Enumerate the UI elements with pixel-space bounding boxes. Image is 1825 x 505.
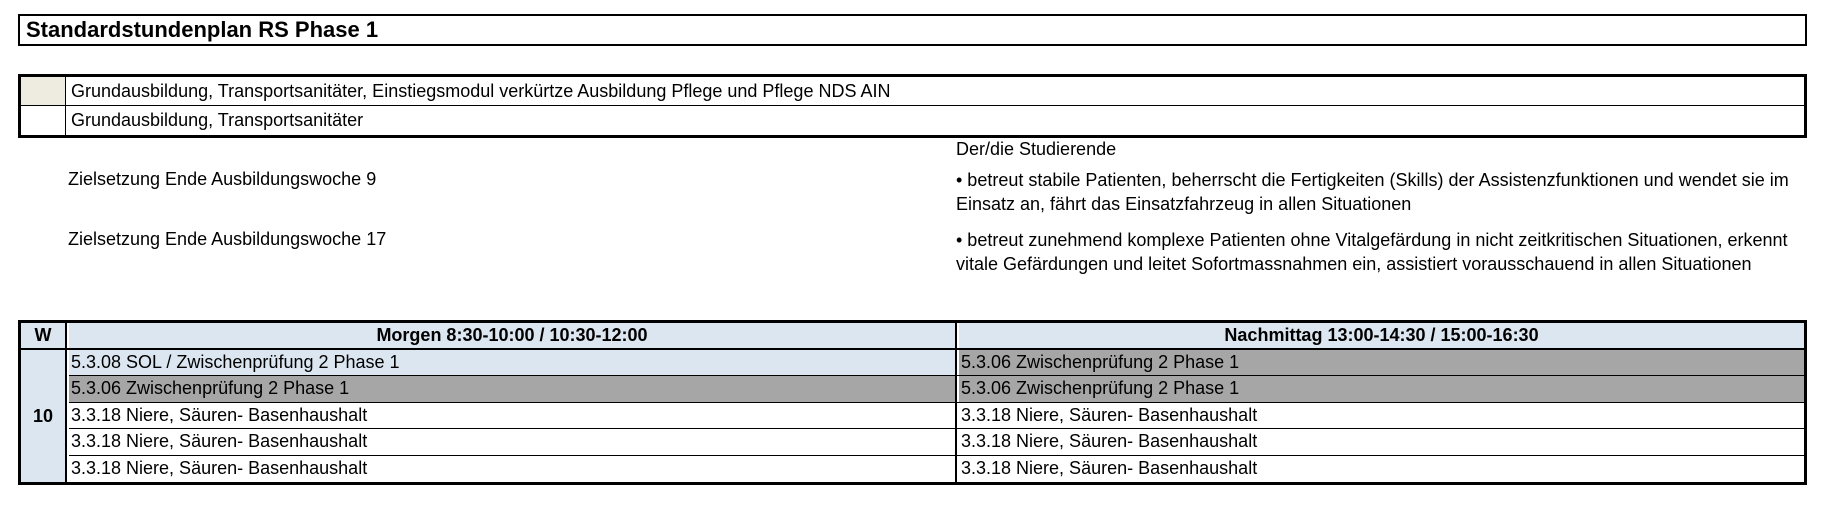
- legend-text: Grundausbildung, Transportsanitäter: [71, 110, 364, 130]
- legend-swatch: [21, 106, 66, 135]
- legend-swatch: [21, 77, 66, 105]
- table-row: [69, 350, 1804, 376]
- table-row: [69, 403, 1804, 429]
- goal-text: • betreut zunehmend komplexe Patienten ohne Vitalgefärdung in nicht zeitkritischen Situationen, erkennt vitale Gefärdungen und leitet Sofortmassnahmen ein, assistiert vorausschauend in allen Situationen: [956, 230, 1788, 274]
- page-title: Standardstundenplan RS Phase 1: [18, 14, 1807, 46]
- morning-cell: 5.3.08 SOL / Zwischenprüfung 2 Phase 1: [69, 350, 957, 375]
- legend: [18, 74, 1807, 138]
- table-row: [69, 429, 1804, 455]
- morning-cell: 5.3.06 Zwischenprüfung 2 Phase 1: [69, 376, 957, 401]
- morning-cell: 3.3.18 Niere, Säuren- Basenhaushalt: [69, 456, 957, 482]
- afternoon-cell: 5.3.06 Zwischenprüfung 2 Phase 1: [959, 376, 1804, 401]
- legend-text: Grundausbildung, Transportsanitäter, Einstiegsmodul verkürtze Ausbildung Pflege und Pflege NDS AIN: [71, 81, 891, 101]
- week-header: W: [21, 323, 67, 348]
- goal-text: • betreut stabile Patienten, beherrscht die Fertigkeiten (Skills) der Assistenzfunktionen und wendet sie im Einsatz an, fährt das Einsatzfahrzeug in allen Situationen: [956, 170, 1789, 214]
- goal-label: Zielsetzung Ende Ausbildungswoche 17: [68, 229, 387, 249]
- morning-cell: 3.3.18 Niere, Säuren- Basenhaushalt: [69, 429, 957, 454]
- afternoon-cell: 3.3.18 Niere, Säuren- Basenhaushalt: [959, 456, 1804, 482]
- morning-cell: 3.3.18 Niere, Säuren- Basenhaushalt: [69, 403, 957, 428]
- legend-row: [21, 106, 1804, 135]
- table-row: [69, 376, 1804, 402]
- schedule-header: [21, 323, 1804, 350]
- goals-header: Der/die Studierende: [956, 139, 1117, 159]
- legend-row: [21, 77, 1804, 106]
- schedule-table: [18, 320, 1807, 485]
- goal-label: Zielsetzung Ende Ausbildungswoche 9: [68, 169, 377, 189]
- afternoon-cell: 5.3.06 Zwischenprüfung 2 Phase 1: [959, 350, 1804, 375]
- morning-header: Morgen 8:30-10:00 / 10:30-12:00: [69, 323, 957, 348]
- week-number: 10: [21, 350, 67, 482]
- afternoon-cell: 3.3.18 Niere, Säuren- Basenhaushalt: [959, 429, 1804, 454]
- afternoon-cell: 3.3.18 Niere, Säuren- Basenhaushalt: [959, 403, 1804, 428]
- afternoon-header: Nachmittag 13:00-14:30 / 15:00-16:30: [959, 323, 1804, 348]
- table-row: [69, 456, 1804, 482]
